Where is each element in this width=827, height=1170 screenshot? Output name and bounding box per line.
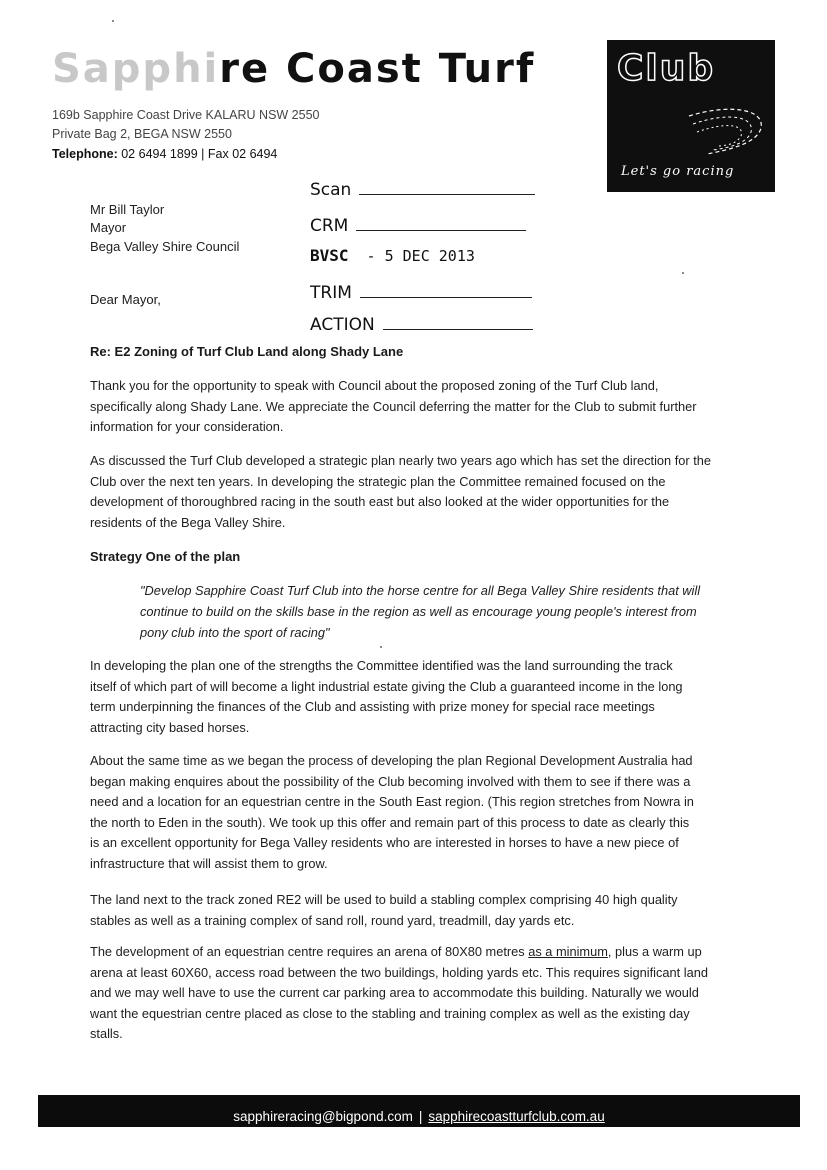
salutation: Dear Mayor,	[90, 292, 161, 307]
paragraph-2	[90, 451, 750, 533]
text-line: information for your consideration.	[90, 419, 284, 434]
footer-separator: |	[418, 1109, 423, 1124]
text-line: itself of which part of will become a light industrial estate giving the Club a guaranteed income in the long	[90, 678, 683, 694]
text-line: term underpinning the finances of the Club and assisting with prize money for special race meetings	[90, 699, 655, 714]
logo-tagline: Let's go racing	[621, 164, 735, 179]
stamp-action-label: ACTION	[310, 315, 375, 335]
stamp-trim-row	[310, 283, 532, 303]
stamp-line	[356, 230, 526, 231]
text-line: As discussed the Turf Club developed a strategic plan nearly two years ago which has set the direction for the	[90, 453, 711, 468]
received-date: - 5 DEC 2013	[366, 247, 475, 265]
text-line: need and a location for an equestrian centre in the South East region. (This region stretches from Nowra in	[90, 794, 694, 809]
stamp-line	[360, 297, 532, 298]
stamp-bvsc-row	[310, 246, 475, 265]
text-line: infrastructure that will assist them to grow.	[90, 855, 328, 871]
stamp-action-row	[310, 315, 533, 335]
paragraph-1	[90, 376, 750, 438]
recipient-name: Mr Bill Taylor	[90, 202, 165, 217]
text-line: and we may well have to use the current car parking area to accommodate this building. Naturally we would	[90, 985, 699, 1000]
footer-contact	[38, 1109, 800, 1124]
text-line: is an excellent opportunity for Bega Valley residents who are interested in horses to have a new piece of	[90, 835, 679, 850]
text-line: want the equestrian centre placed as close to the stabling and training complex as well as the existing day	[90, 1005, 690, 1021]
text-segment: , plus a warm up	[607, 944, 702, 959]
text-line: In developing the plan one of the strengths the Committee identified was the land surrounding the track	[90, 658, 673, 673]
stamp-bvsc-label: BVSC	[310, 246, 349, 265]
quote-line: "Develop Sapphire Coast Turf Club into the horse centre for all Bega Valley Shire residents that will	[140, 583, 701, 598]
text-segment: The development of an equestrian centre requires an arena of 80X80 metres	[90, 944, 529, 959]
stamp-trim-label: TRIM	[310, 283, 352, 303]
stamp-scan-row	[310, 180, 535, 200]
scan-speck	[112, 20, 114, 22]
strategy-quote	[140, 580, 700, 643]
text-line: The land next to the track zoned RE2 will be used to build a stabling complex comprising 40 high quality	[90, 892, 678, 907]
text-line: specifically along Shady Lane. We appreciate the Council deferring the matter for the Club to submit further	[90, 398, 697, 414]
paragraph-6	[90, 942, 750, 1045]
paragraph-3	[90, 656, 750, 738]
scan-speck	[682, 272, 684, 274]
text-line: residents of the Bega Valley Shire.	[90, 514, 286, 530]
text-line: development of thoroughbred racing in the south east but also looked at the wider opportunities for the	[90, 494, 670, 509]
paragraph-5	[90, 890, 750, 931]
text-line	[90, 942, 750, 963]
stamp-line	[383, 329, 533, 330]
text-line: About the same time as we began the process of developing the plan Regional Development Australia had	[90, 753, 693, 768]
letterhead-title	[52, 46, 535, 92]
text-line: began making enquires about the possibility of the Club becoming involved with them to see if there was a	[90, 773, 691, 789]
stamp-line	[359, 194, 535, 195]
text-line: Club over the next ten years. In developing the strategic plan the Committee remained focused on the	[90, 473, 666, 489]
recipient-organisation: Bega Valley Shire Council	[90, 239, 240, 254]
address-line-1: 169b Sapphire Coast Drive KALARU NSW 2550	[52, 108, 320, 122]
paragraph-4	[90, 751, 750, 874]
telephone-value: 02 6494 1899 | Fax 02 6494	[121, 147, 278, 161]
racetrack-icon	[687, 104, 769, 160]
text-line: attracting city based horses.	[90, 719, 250, 735]
recipient-title: Mayor	[90, 220, 127, 235]
footer-website[interactable]: sapphirecoastturfclub.com.au	[428, 1109, 605, 1124]
strategy-heading: Strategy One of the plan	[90, 549, 241, 564]
footer-bar	[38, 1095, 800, 1127]
footer-email[interactable]: sapphireracing@bigpond.com	[233, 1109, 413, 1124]
text-line: arena at least 60X60, access road between the two buildings, holding yards etc. This requires significant land	[90, 964, 708, 980]
text-line: Thank you for the opportunity to speak with Council about the proposed zoning of the Turf Club land,	[90, 378, 659, 393]
quote-line: pony club into the sport of racing"	[140, 625, 330, 640]
letter-subject: Re: E2 Zoning of Turf Club Land along Shady Lane	[90, 344, 404, 359]
text-line: the north to Eden in the south). We took up this offer and remain part of this process to date as clearly this	[90, 814, 690, 830]
stamp-crm-row	[310, 216, 526, 236]
telephone-line	[52, 147, 277, 161]
quote-line: continue to build on the skills base in the region as well as encourage young people's interest from	[140, 604, 697, 619]
scan-speck	[380, 646, 382, 648]
stamp-scan-label: Scan	[310, 180, 352, 200]
logo-word: Club	[617, 48, 716, 89]
telephone-label: Telephone:	[52, 147, 118, 161]
stamp-crm-label: CRM	[310, 216, 349, 236]
club-logo	[607, 40, 775, 192]
letterhead-title-faded: Sapphi	[52, 46, 220, 92]
letterhead-title-main: re Coast Turf	[219, 46, 536, 92]
text-line: stalls.	[90, 1026, 123, 1041]
underlined-text: as a minimum	[528, 944, 608, 959]
address-line-2: Private Bag 2, BEGA NSW 2550	[52, 127, 232, 141]
text-line: stables as well as a training complex of sand roll, round yard, treadmill, day yards etc.	[90, 912, 575, 928]
